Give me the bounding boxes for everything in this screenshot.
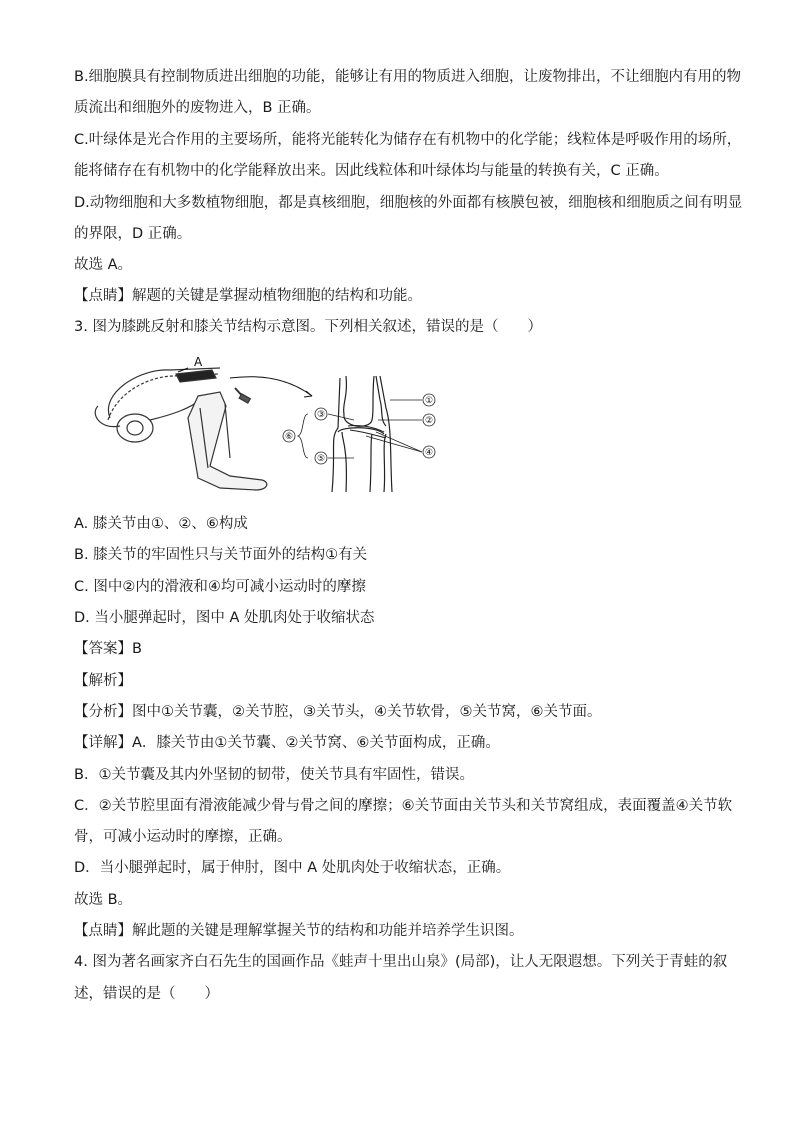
- marker-1: ①: [424, 396, 434, 406]
- marker-6: ⑥: [284, 432, 294, 442]
- text-line: B．①关节囊及其内外坚韧的韧带，使关节具有牢固性，错误。: [74, 767, 474, 783]
- text-line: 【分析】图中①关节囊，②关节腔，③关节头，④关节软骨，⑤关节窝，⑥关节面。: [74, 704, 602, 720]
- text-line: 质流出和细胞外的废物进入，B 正确。: [74, 100, 321, 116]
- knee-reflex-figure: [80, 348, 460, 498]
- text-line: C.叶绿体是光合作用的主要场所，能将光能转化为储存在有机物中的化学能；线粒体是呼吸作用的场所，: [74, 132, 742, 148]
- question-4-stem: 述，错误的是（ ）: [74, 986, 219, 1002]
- text-line: D．当小腿弹起时，属于伸肘，图中 A 处肌肉处于收缩状态，正确。: [74, 860, 511, 876]
- analysis-label: 【解析】: [74, 673, 132, 689]
- text-line: D.动物细胞和大多数植物细胞，都是真核细胞，细胞核的外面都有核膜包被，细胞核和细胞质之间有明显: [74, 195, 743, 211]
- text-line: 【点睛】解此题的关键是理解掌握关节的结构和功能并培养学生识图。: [74, 923, 524, 939]
- knee-diagram: [80, 348, 460, 498]
- text-line: B.细胞膜具有控制物质进出细胞的功能，能够让有用的物质进入细胞，让废物排出，不让细胞内有用的物: [74, 69, 742, 85]
- marker-5: ⑤: [316, 454, 326, 464]
- question-3-stem: 3. 图为膝跳反射和膝关节结构示意图。下列相关叙述，错误的是（ ）: [74, 319, 542, 335]
- text-line: 故选 A。: [74, 257, 133, 273]
- option-a: A. 膝关节由①、②、⑥构成: [74, 516, 248, 532]
- option-b: B. 膝关节的牢固性只与关节面外的结构①有关: [74, 547, 368, 563]
- text-line: C．②关节腔里面有滑液能减少骨与骨之间的摩擦；⑥关节面由关节头和关节窝组成，表面覆盖④关节软: [74, 798, 733, 814]
- option-d: D. 当小腿弹起时，图中 A 处肌肉处于收缩状态: [74, 610, 375, 626]
- question-4-stem: 4. 图为著名画家齐白石先生的国画作品《蛙声十里出山泉》(局部)，让人无限遐想。下列关于青蛙的叙: [74, 954, 728, 970]
- text-line: 能将储存在有机物中的化学能释放出来。因此线粒体和叶绿体均与能量的转换有关，C 正确。: [74, 163, 669, 179]
- text-line: 的界限，D 正确。: [74, 226, 192, 242]
- marker-3: ③: [316, 410, 326, 420]
- text-line: 【点睛】解题的关键是掌握动植物细胞的结构和功能。: [74, 288, 422, 304]
- answer-label: 【答案】B: [74, 641, 142, 657]
- option-c: C. 图中②内的滑液和④均可减小运动时的摩擦: [74, 579, 366, 595]
- text-line: 【详解】A．膝关节由①关节囊、②关节窝、⑥关节面构成，正确。: [74, 735, 500, 751]
- marker-2: ②: [424, 416, 434, 426]
- text-line: 骨，可减小运动时的摩擦，正确。: [74, 829, 292, 845]
- label-a: A: [194, 355, 203, 369]
- text-line: 故选 B。: [74, 892, 133, 908]
- marker-4: ④: [424, 448, 434, 458]
